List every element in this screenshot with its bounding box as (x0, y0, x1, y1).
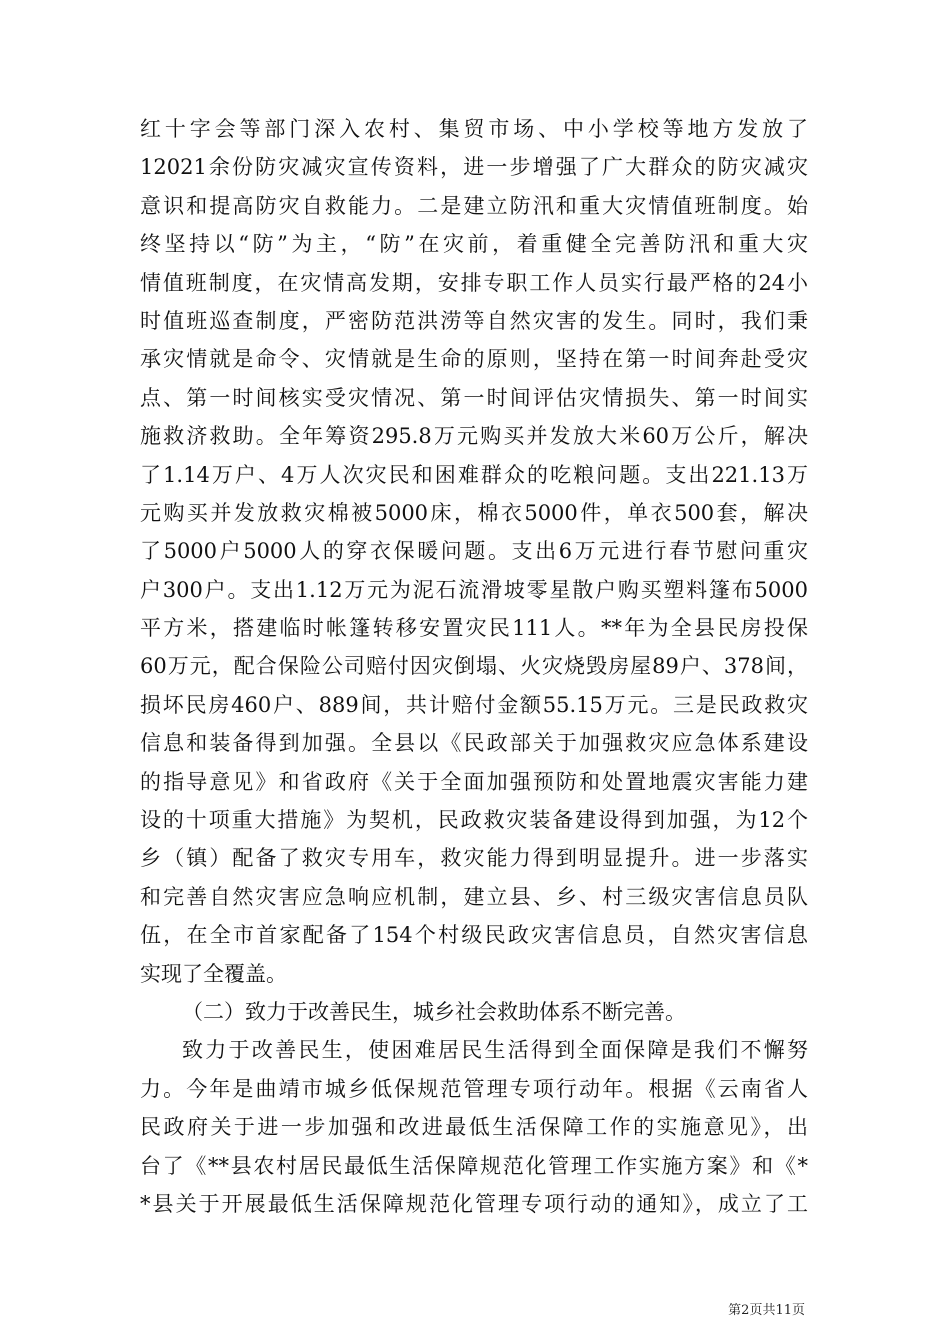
page-number-footer: 第2页共11页 (728, 1303, 805, 1318)
text-line: 情值班制度，在灾情高发期，安排专职工作人员实行最严格的24小 (140, 270, 808, 295)
text-line: 设的十项重大措施》为契机，民政救灾装备建设得到加强，为12个 (140, 808, 808, 833)
text-line: 红十字会等部门深入农村、集贸市场、中小学校等地方发放了 (140, 117, 808, 141)
text-line: 的指导意见》和省政府《关于全面加强预防和处置地震灾害能力建 (140, 769, 808, 794)
text-line: 伍，在全市首家配备了154个村级民政灾害信息员，自然灾害信息 (140, 923, 808, 948)
text-line: 意识和提高防灾自救能力。二是建立防汛和重大灾情值班制度。始 (140, 193, 808, 218)
text-line: 民政府关于进一步加强和改进最低生活保障工作的实施意见》，出 (140, 1115, 808, 1140)
text-line: 60万元，配合保险公司赔付因灾倒塌、火灾烧毁房屋89户、378间， (140, 654, 808, 679)
document-body (140, 110, 808, 1223)
text-line: 承灾情就是命令、灾情就是生命的原则，坚持在第一时间奔赴受灾 (140, 347, 808, 372)
text-line: 信息和装备得到加强。全县以《民政部关于加强救灾应急体系建设 (140, 731, 808, 756)
text-line: 损坏民房460户、889间，共计赔付金额55.15万元。三是民政救灾 (140, 692, 808, 717)
text-line: 平方米，搭建临时帐篷转移安置灾民111人。**年为全县民房投保 (140, 616, 808, 641)
text-line: 元购买并发放救灾棉被5000床，棉衣5000件，单衣500套，解决 (140, 500, 808, 525)
text-line: 致力于改善民生，使困难居民生活得到全面保障是我们不懈努 (182, 1038, 808, 1063)
text-line: 和完善自然灾害应急响应机制，建立县、乡、村三级灾害信息员队 (140, 884, 808, 909)
text-line: 点、第一时间核实受灾情况、第一时间评估灾情损失、第一时间实 (140, 385, 808, 410)
text-line: 力。今年是曲靖市城乡低保规范管理专项行动年。根据《云南省人 (140, 1076, 808, 1101)
text-line: 乡（镇）配备了救灾专用车，救灾能力得到明显提升。进一步落实 (140, 846, 808, 871)
text-line: 终坚持以“防”为主，“防”在灾前，着重健全完善防汛和重大灾 (140, 232, 808, 257)
text-line: 台了《**县农村居民最低生活保障规范化管理工作实施方案》和《* (140, 1153, 808, 1178)
text-line: 12021余份防灾减灾宣传资料，进一步增强了广大群众的防灾减灾 (140, 155, 808, 180)
text-line: 了5000户5000人的穿衣保暖问题。支出6万元进行春节慰问重灾 (140, 539, 808, 564)
text-line: 实现了全覆盖。 (140, 961, 287, 986)
text-line: *县关于开展最低生活保障规范化管理专项行动的通知》，成立了工 (140, 1191, 808, 1216)
text-line: 时值班巡查制度，严密防范洪涝等自然灾害的发生。同时，我们秉 (140, 308, 808, 333)
text-line: 施救济救助。全年筹资295.8万元购买并发放大米60万公斤，解决 (140, 424, 808, 449)
text-line: 了1.14万户、4万人次灾民和困难群众的吃粮问题。支出221.13万 (140, 462, 808, 487)
text-line: 户300户。支出1.12万元为泥石流滑坡零星散户购买塑料篷布5000 (140, 577, 808, 602)
section-heading: （二）致力于改善民生，城乡社会救助体系不断完善。 (182, 999, 686, 1024)
